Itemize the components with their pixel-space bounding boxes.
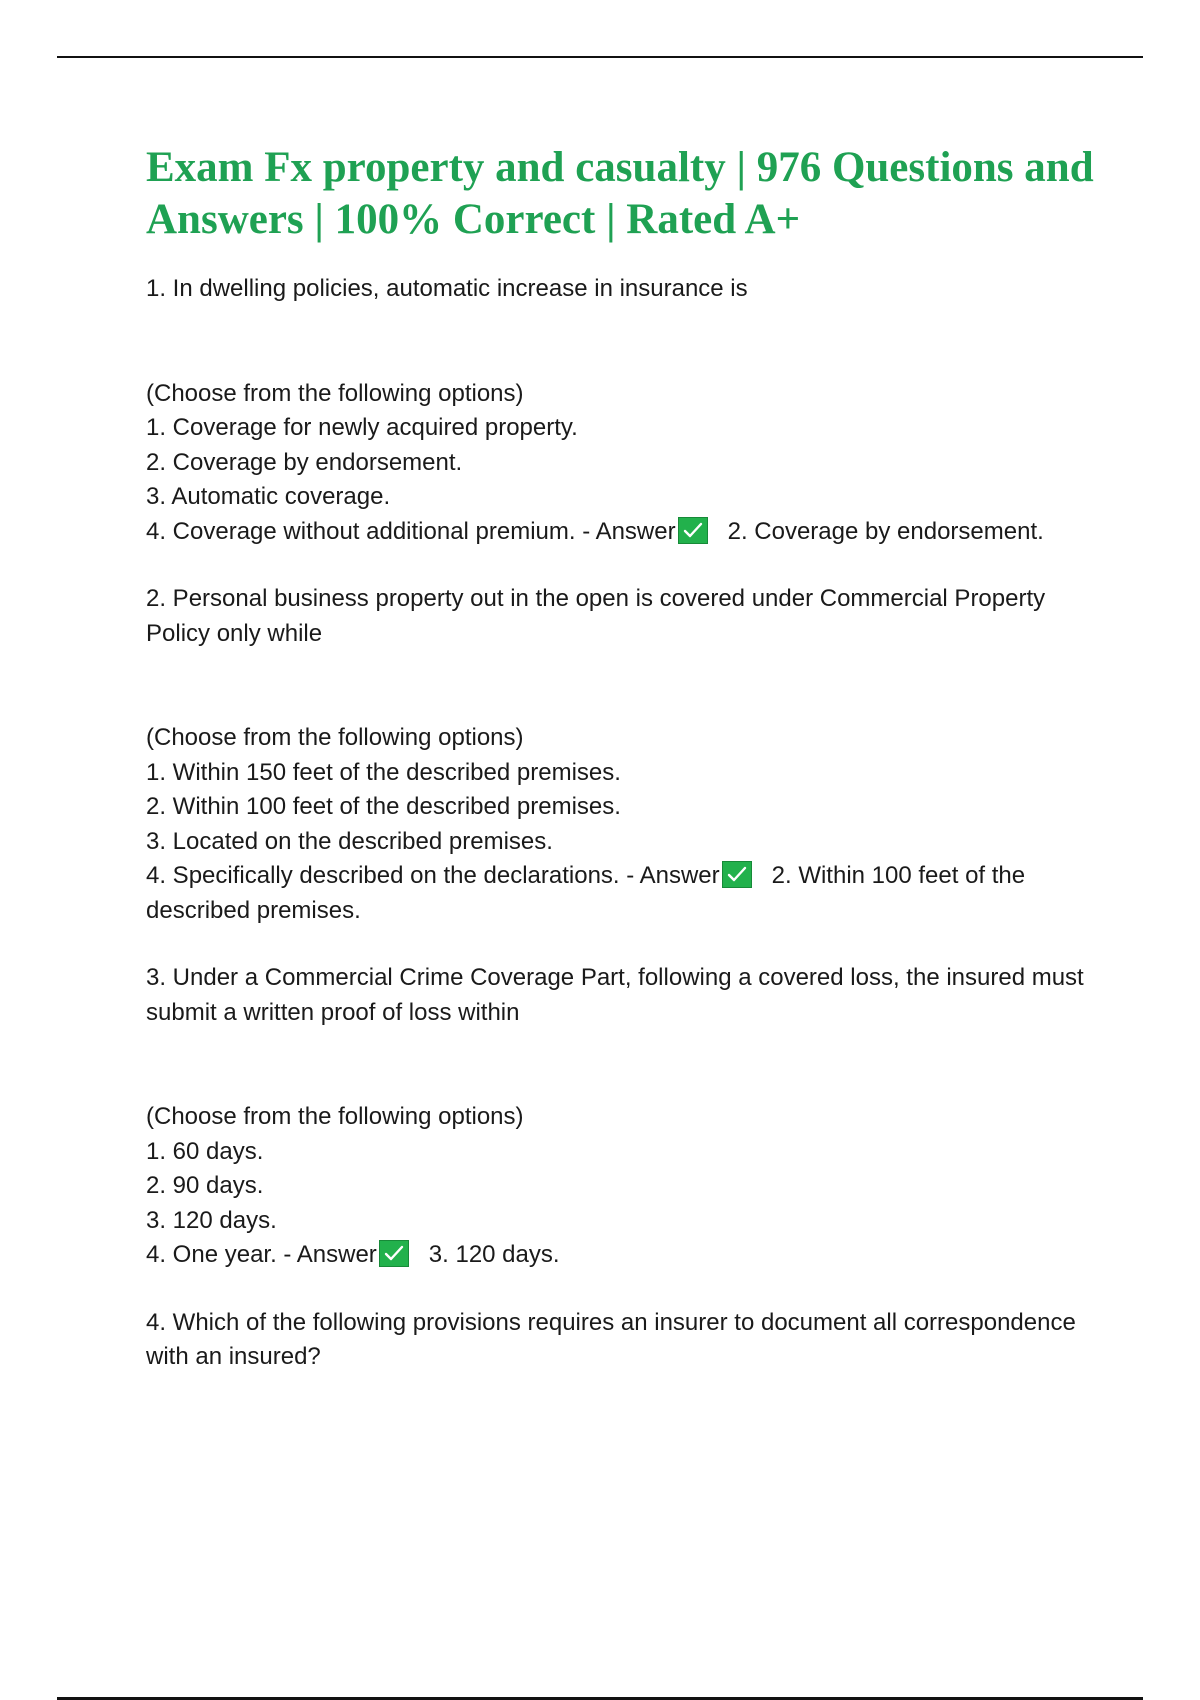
choose-options-label: (Choose from the following options): [146, 1103, 524, 1130]
option-answer-line: [146, 859, 1106, 928]
option-answer-line: [146, 515, 1106, 550]
check-mark-icon: [722, 861, 752, 888]
answer-text: 2. Within 100 feet of the described premises.: [146, 862, 1026, 924]
option-item: 2. Within 100 feet of the described premises.: [146, 793, 621, 820]
question-block: [146, 582, 1106, 928]
option-item: 1. Within 150 feet of the described premises.: [146, 758, 621, 786]
option-item: 3. Located on the described premises.: [146, 827, 553, 855]
question-block: [146, 961, 1106, 1273]
last-option: 4. One year. - Answer: [146, 1241, 377, 1268]
choose-options-label: (Choose from the following options): [146, 379, 524, 407]
question-block: [146, 1306, 1106, 1375]
question-text: 3. Under a Commercial Crime Coverage Part, following a covered loss, the insured must submit a written proof of loss within: [146, 964, 1084, 1026]
top-rule: [57, 56, 1143, 58]
document-title: Exam Fx property and casualty | 976 Questions and Answers | 100% Correct | Rated A+: [146, 144, 1094, 243]
last-option: 4. Coverage without additional premium. - Answer: [146, 517, 676, 545]
question-text: 1. In dwelling policies, automatic increase in insurance is: [146, 275, 748, 302]
option-item: 1. 60 days.: [146, 1137, 264, 1165]
question-block: [146, 272, 1106, 549]
option-item: 2. Coverage by endorsement.: [146, 448, 463, 476]
option-item: 3. Automatic coverage.: [146, 483, 391, 510]
question-text: 2. Personal business property out in the open is covered under Commercial Property Policy only while: [146, 585, 1046, 647]
question-text: 4. Which of the following provisions requires an insurer to document all correspondence with an insured?: [146, 1308, 1076, 1370]
check-mark-icon: [678, 517, 708, 544]
option-item: 2. 90 days.: [146, 1172, 264, 1199]
last-option: 4. Specifically described on the declarations. - Answer: [146, 862, 720, 889]
choose-options-label: (Choose from the following options): [146, 724, 524, 751]
option-item: 1. Coverage for newly acquired property.: [146, 414, 578, 441]
document-body: [146, 142, 1106, 1408]
option-answer-line: [146, 1238, 1106, 1273]
answer-text: 2. Coverage by endorsement.: [727, 517, 1044, 545]
check-mark-icon: [379, 1240, 409, 1267]
answer-text: 3. 120 days.: [428, 1241, 560, 1268]
option-item: 3. 120 days.: [146, 1206, 277, 1234]
